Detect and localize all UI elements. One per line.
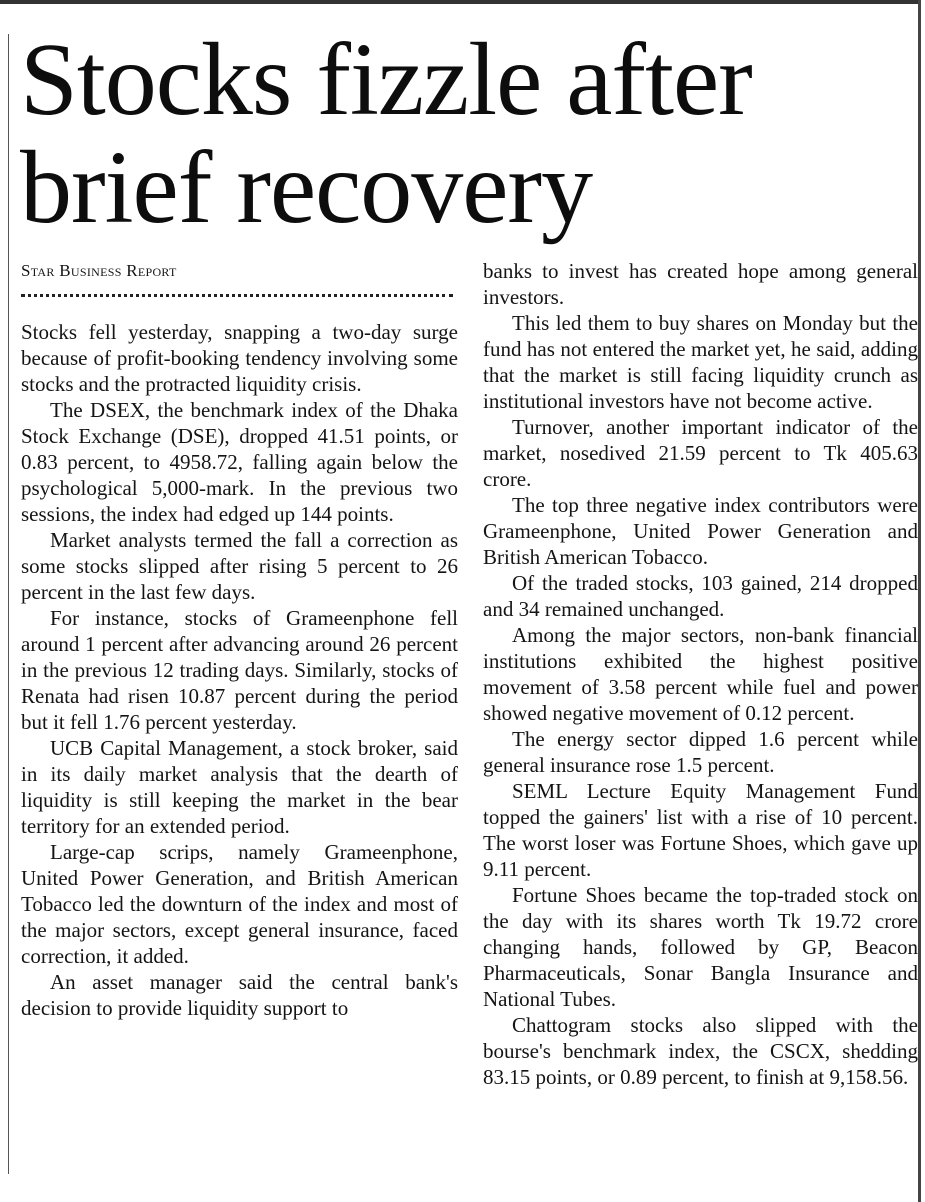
clipping-right-edge bbox=[918, 0, 921, 1202]
paragraph: The top three negative index contributors were Grameenphone, United Power Generation and British American Tobacco. bbox=[483, 493, 918, 569]
clipping-top-edge bbox=[0, 0, 920, 4]
paragraph: Turnover, another important indicator of the market, nosedived 21.59 percent to Tk 405.63 crore. bbox=[483, 415, 918, 491]
headline-line-1: Stocks fizzle after bbox=[20, 22, 752, 137]
article-column-right bbox=[483, 258, 918, 1090]
article-column-left bbox=[21, 258, 458, 1021]
dotted-separator bbox=[21, 294, 453, 307]
paragraph: Large-cap scrips, namely Grameenphone, United Power Generation, and British American Tobacco led the downturn of the index and most of the major sectors, except general insurance, faced correction, it added. bbox=[21, 840, 458, 968]
byline: Star Business Report bbox=[21, 261, 177, 280]
headline bbox=[20, 22, 900, 245]
paragraph: For instance, stocks of Grameenphone fell around 1 percent after advancing around 26 percent in the previous 12 trading days. Similarly, stocks of Renata had risen 10.87 percent during the period but it fell 1.76 percent yesterday. bbox=[21, 606, 458, 734]
paragraph: Market analysts termed the fall a correction as some stocks slipped after rising 5 percent to 26 percent in the last few days. bbox=[21, 528, 458, 604]
paragraph: UCB Capital Management, a stock broker, said in its daily market analysis that the dearth of liquidity is still keeping the market in the bear territory for an extended period. bbox=[21, 736, 458, 838]
clipping-left-rule bbox=[8, 34, 9, 1174]
headline-line-2: brief recovery bbox=[20, 130, 593, 245]
paragraph: The energy sector dipped 1.6 percent while general insurance rose 1.5 percent. bbox=[483, 727, 918, 777]
paragraph: Stocks fell yesterday, snapping a two-day surge because of profit-booking tendency involving some stocks and the protracted liquidity crisis. bbox=[21, 320, 458, 396]
paragraph: Among the major sectors, non-bank financial institutions exhibited the highest positive movement of 3.58 percent while fuel and power showed negative movement of 0.12 percent. bbox=[483, 623, 918, 725]
paragraph: Of the traded stocks, 103 gained, 214 dropped and 34 remained unchanged. bbox=[483, 571, 918, 621]
paragraph: Chattogram stocks also slipped with the bourse's benchmark index, the CSCX, shedding 83.15 points, or 0.89 percent, to finish at 9,158.56. bbox=[483, 1013, 918, 1089]
paragraph: This led them to buy shares on Monday but the fund has not entered the market yet, he said, adding that the market is still facing liquidity crunch as institutional investors have not become active. bbox=[483, 311, 918, 413]
paragraph: An asset manager said the central bank's decision to provide liquidity support to bbox=[21, 970, 458, 1020]
paragraph: banks to invest has created hope among general investors. bbox=[483, 259, 918, 309]
paragraph: The DSEX, the benchmark index of the Dhaka Stock Exchange (DSE), dropped 41.51 points, or 0.83 percent, to 4958.72, falling again below the psychological 5,000-mark. In the previous two sessions, the index had edged up 144 points. bbox=[21, 398, 458, 526]
paragraph: SEML Lecture Equity Management Fund topped the gainers' list with a rise of 10 percent. The worst loser was Fortune Shoes, which gave up 9.11 percent. bbox=[483, 779, 918, 881]
paragraph: Fortune Shoes became the top-traded stock on the day with its shares worth Tk 19.72 crore changing hands, followed by GP, Beacon Pharmaceuticals, Sonar Bangla Insurance and National Tubes. bbox=[483, 883, 918, 1011]
